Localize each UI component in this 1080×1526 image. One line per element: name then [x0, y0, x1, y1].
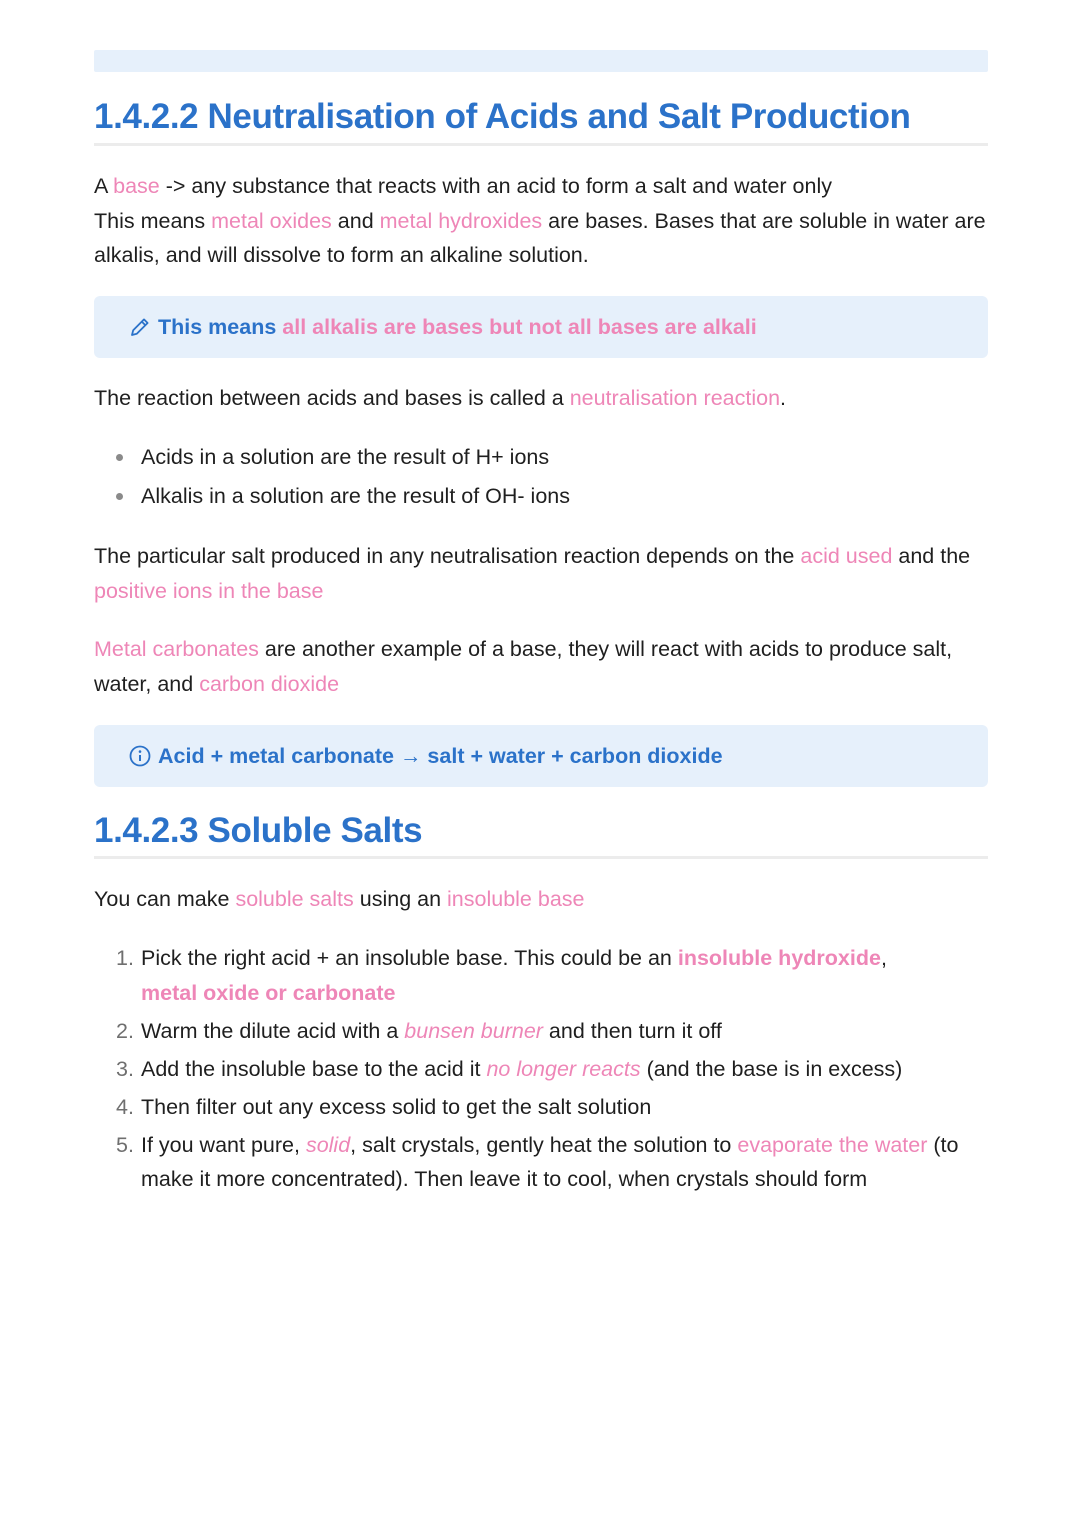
highlight-soluble-salts: soluble salts [235, 887, 354, 911]
list-item [116, 1052, 996, 1087]
top-banner [94, 50, 988, 72]
highlight-metal-oxides: metal oxides [211, 208, 332, 233]
list-item-text: Acids in a solution are the result of H+ ions [141, 445, 550, 469]
note-highlight: all alkalis are bases but not all bases are alkali [282, 314, 757, 339]
info-callout [94, 725, 988, 787]
highlight-metal-carbonates: Metal carbonates [94, 637, 259, 661]
text: (to make it more concentrated). Then leave it to cool, when crystals should form [141, 1132, 959, 1191]
highlight-acid-used: acid used [800, 544, 893, 568]
salt-produced-paragraph [94, 539, 994, 608]
text: , salt crystals, gently heat the solution to [350, 1132, 738, 1157]
text: If you want pure, [141, 1132, 306, 1157]
list-item [116, 941, 996, 1010]
info-callout-content [128, 725, 723, 787]
step-number: 5. [116, 1132, 134, 1157]
highlight-carbon-dioxide: carbon dioxide [199, 671, 340, 696]
highlight-evaporate-the-water: evaporate the water [737, 1132, 928, 1157]
metal-carbonates-paragraph [94, 632, 994, 701]
highlight-base: base [113, 174, 160, 198]
soluble-salts-steps [116, 941, 996, 1200]
highlight-positive-ions: positive ions in the base [94, 578, 324, 603]
text: Then filter out any excess solid to get the salt solution [141, 1094, 652, 1119]
text: , [880, 946, 887, 970]
text: and [331, 208, 380, 233]
step-number: 2. [116, 1018, 134, 1043]
bullet-dot [116, 493, 123, 500]
text: and the [892, 544, 971, 568]
highlight-no-longer-reacts: no longer reacts [486, 1056, 641, 1081]
base-definition-line [94, 169, 994, 204]
list-item [116, 438, 570, 477]
step-number: 3. [116, 1056, 134, 1081]
step-number: 1. [116, 946, 134, 970]
text: Add the insoluble base to the acid it [141, 1056, 487, 1081]
note-lead: This means [158, 314, 277, 339]
pencil-icon [128, 315, 152, 339]
text: A [94, 174, 114, 198]
text: and then turn it off [542, 1018, 722, 1043]
text: Pick the right acid + an insoluble base. This could be an [141, 946, 678, 970]
text: using an [353, 887, 448, 911]
text: are bases. Bases that are soluble in water are alkalis, and will dissolve to form an alkaline solution. [94, 208, 986, 267]
text: are another example of a base, they will react with acids to produce salt, water, and [94, 637, 953, 696]
highlight-neutralisation-reaction: neutralisation reaction [569, 386, 781, 410]
base-definition-paragraph [94, 169, 994, 273]
text: (and the base is in excess) [640, 1056, 903, 1081]
highlight-bunsen-burner: bunsen burner [404, 1018, 543, 1043]
note-callout-content [128, 296, 757, 358]
highlight-metal-oxide-or-carbonate: metal oxide or carbonate [141, 980, 396, 1005]
text: The particular salt produced in any neutralisation reaction depends on the [94, 544, 801, 568]
highlight-metal-hydroxides: metal hydroxides [379, 208, 543, 233]
heading-divider [94, 856, 988, 859]
highlight-insoluble-hydroxide: insoluble hydroxide [677, 946, 881, 970]
step-number: 4. [116, 1094, 134, 1119]
section-heading-soluble-salts: 1.4.2.3 Soluble Salts [94, 811, 423, 850]
list-item [116, 1014, 996, 1049]
soluble-salts-intro [94, 882, 994, 917]
text: This means [94, 208, 212, 233]
ions-bullet-list [116, 438, 570, 515]
note-callout [94, 296, 988, 358]
info-icon [128, 744, 152, 768]
list-item-text: Alkalis in a solution are the result of OH- ions [141, 483, 571, 508]
highlight-solid: solid [305, 1132, 351, 1157]
highlight-insoluble-base: insoluble base [447, 887, 585, 911]
neutralisation-paragraph [94, 381, 994, 416]
heading-divider [94, 143, 988, 146]
list-item [116, 1090, 996, 1125]
bases-explanation [94, 204, 994, 273]
info-callout-text: Acid + metal carbonate → salt + water + carbon dioxide [158, 743, 723, 768]
bullet-dot [116, 454, 123, 461]
text: The reaction between acids and bases is called a [94, 386, 570, 410]
text: Warm the dilute acid with a [141, 1018, 405, 1043]
text: -> any substance that reacts with an acid to form a salt and water only [159, 174, 832, 198]
section-heading-neutralisation: 1.4.2.2 Neutralisation of Acids and Salt Production [94, 97, 911, 136]
text: You can make [94, 887, 236, 911]
text: . [780, 386, 787, 410]
list-item [116, 477, 570, 516]
list-item [116, 1128, 996, 1197]
